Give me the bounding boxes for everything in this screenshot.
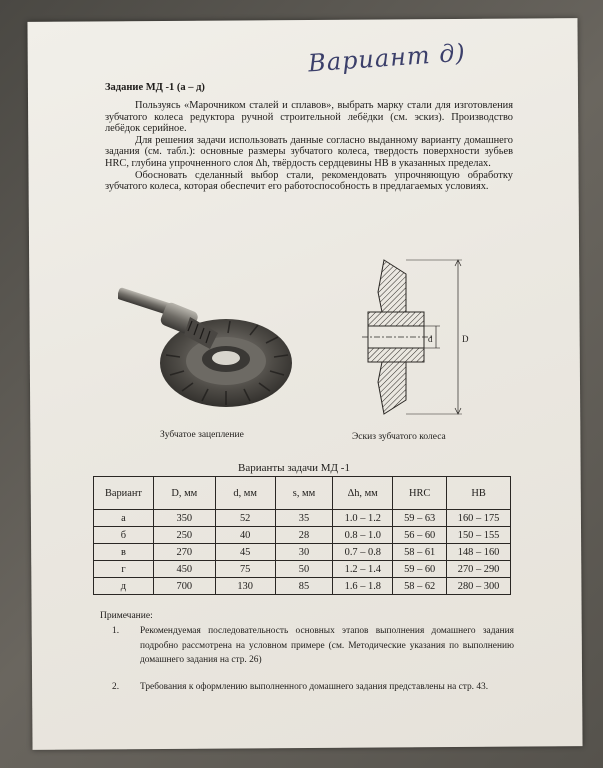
gear-sketch-drawing [362, 252, 482, 422]
header-hrc: HRC [393, 477, 447, 510]
cell-D: 350 [153, 510, 215, 527]
gear-mesh-caption: Зубчатое зацепление [160, 430, 244, 440]
cell-variant: д [94, 578, 154, 595]
cell-dh: 1.6 – 1.8 [333, 578, 393, 595]
gear-sketch-caption: Эскиз зубчатого колеса [352, 432, 446, 442]
cell-s: 35 [275, 510, 333, 527]
cell-s: 30 [275, 544, 333, 561]
gear-mesh-illustration [118, 265, 298, 415]
task-paragraph-3: Обосновать сделанный выбор стали, рекомендовать упрочняющую обработку зубчатого колеса, которая обеспечит его работоспособность в предлагаемых условиях. [105, 169, 513, 193]
cell-hb: 148 – 160 [447, 544, 511, 561]
cell-variant: в [94, 544, 154, 561]
cell-hb: 280 – 300 [447, 578, 511, 595]
variants-table [93, 476, 511, 595]
note-number: 1. [112, 626, 120, 636]
cell-hrc: 56 – 60 [393, 527, 447, 544]
task-description [105, 100, 513, 193]
cell-s: 50 [275, 561, 333, 578]
table-row [94, 578, 511, 595]
task-paragraph-1: Пользуясь «Марочником сталей и сплавов», выбрать марку стали для изготовления зубчатого колеса редуктора ручной строительной лебёдки (см. эскиз). Производство лебёдок серийное. [105, 100, 513, 135]
diameter-d-label: d [428, 334, 433, 344]
table-row [94, 561, 511, 578]
note-text: Требования к оформлению выполненного домашнего задания представлены на стр. 43. [140, 681, 489, 692]
header-variant: Вариант [94, 477, 154, 510]
note-item [112, 624, 514, 668]
table-header-row [94, 477, 511, 510]
table-row [94, 527, 511, 544]
note-item [112, 680, 514, 695]
header-s: s, мм [275, 477, 333, 510]
note-number: 2. [112, 681, 120, 692]
task-paragraph-2: Для решения задачи использовать данные согласно выданному варианту домашнего задания (см. табл.): основные размеры зубчатого колеса, твердость поверхности зубьев HRC, глубина упрочненного слоя ∆h, твёрдость сердцевины НВ в указанных пределах. [105, 134, 513, 169]
header-hb: HB [447, 477, 511, 510]
cell-dh: 0.8 – 1.0 [333, 527, 393, 544]
cell-D: 250 [153, 527, 215, 544]
cell-dh: 1.2 – 1.4 [333, 561, 393, 578]
cell-hrc: 59 – 63 [393, 510, 447, 527]
variants-table-title: Варианты задачи МД -1 [238, 462, 350, 474]
cell-hrc: 59 – 60 [393, 561, 447, 578]
task-title: Задание МД -1 (а – д) [105, 82, 205, 93]
header-dh: ∆h, мм [333, 477, 393, 510]
header-D: D, мм [153, 477, 215, 510]
cell-dh: 1.0 – 1.2 [333, 510, 393, 527]
cell-d: 45 [215, 544, 275, 561]
cell-hb: 270 – 290 [447, 561, 511, 578]
cell-d: 130 [215, 578, 275, 595]
cell-s: 28 [275, 527, 333, 544]
note-text: Рекомендуемая последовательность основных этапов выполнения домашнего задания подробно рассмотрена на условном примере (см. Методические указания по выполнению домашнего задания на стр. 26) [140, 626, 514, 665]
notes-list [112, 624, 514, 706]
diameter-D-label: D [462, 334, 469, 344]
handwritten-variant-note: Вариант д) [307, 38, 467, 78]
cell-variant: а [94, 510, 154, 527]
header-d: d, мм [215, 477, 275, 510]
cell-hb: 150 – 155 [447, 527, 511, 544]
cell-D: 700 [153, 578, 215, 595]
cell-s: 85 [275, 578, 333, 595]
cell-d: 75 [215, 561, 275, 578]
cell-hb: 160 – 175 [447, 510, 511, 527]
cell-hrc: 58 – 62 [393, 578, 447, 595]
cell-D: 270 [153, 544, 215, 561]
cell-d: 52 [215, 510, 275, 527]
cell-dh: 0.7 – 0.8 [333, 544, 393, 561]
table-row [94, 510, 511, 527]
cell-variant: г [94, 561, 154, 578]
cell-d: 40 [215, 527, 275, 544]
cell-variant: б [94, 527, 154, 544]
notes-heading: Примечание: [100, 611, 153, 621]
table-row [94, 544, 511, 561]
cell-D: 450 [153, 561, 215, 578]
cell-hrc: 58 – 61 [393, 544, 447, 561]
